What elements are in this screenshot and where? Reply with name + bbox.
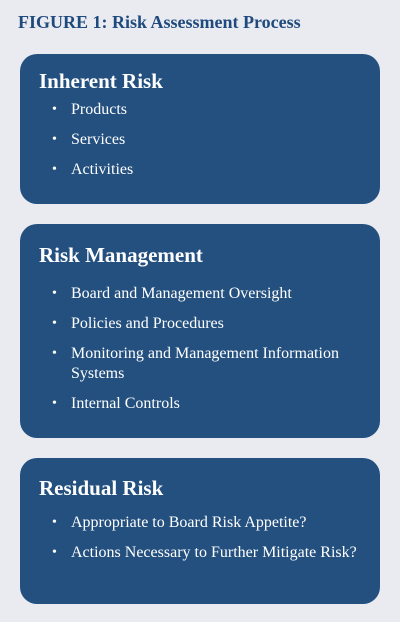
bullet-icon: • [52,396,57,411]
bullet-icon: • [52,545,57,560]
list-item [50,160,366,180]
bullet-icon: • [52,162,57,177]
residual-risk-box [20,458,380,604]
list-item [50,513,366,533]
bullet-icon: • [52,132,57,147]
item-list [50,284,366,414]
item-label: Internal Controls [71,395,180,412]
box-title: Inherent Risk [39,69,163,93]
box-title: Risk Management [39,243,203,267]
item-label: Services [71,131,126,148]
risk-management-box [20,224,380,438]
bullet-icon: • [52,346,57,361]
list-item [50,100,366,120]
item-label: Products [71,101,127,118]
list-item [50,284,366,304]
item-list [50,100,366,180]
item-label: Activities [71,161,134,178]
inherent-risk-box [20,54,380,204]
bullet-icon: • [52,316,57,331]
item-label: Appropriate to Board Risk Appetite? [71,514,307,531]
list-item [50,130,366,150]
list-item [50,394,366,414]
bullet-icon: • [52,102,57,117]
bullet-icon: • [52,286,57,301]
list-item [50,314,366,334]
item-label: Board and Management Oversight [71,285,292,302]
box-title: Residual Risk [39,476,164,500]
bullet-icon: • [52,515,57,530]
item-list [50,513,366,563]
item-label: Actions Necessary to Further Mitigate Risk? [71,544,357,561]
list-item [50,543,366,563]
item-label: Monitoring and Management Information Systems [71,345,339,382]
list-item [50,344,366,384]
figure-title: FIGURE 1: Risk Assessment Process [18,12,301,32]
item-label: Policies and Procedures [71,315,224,332]
